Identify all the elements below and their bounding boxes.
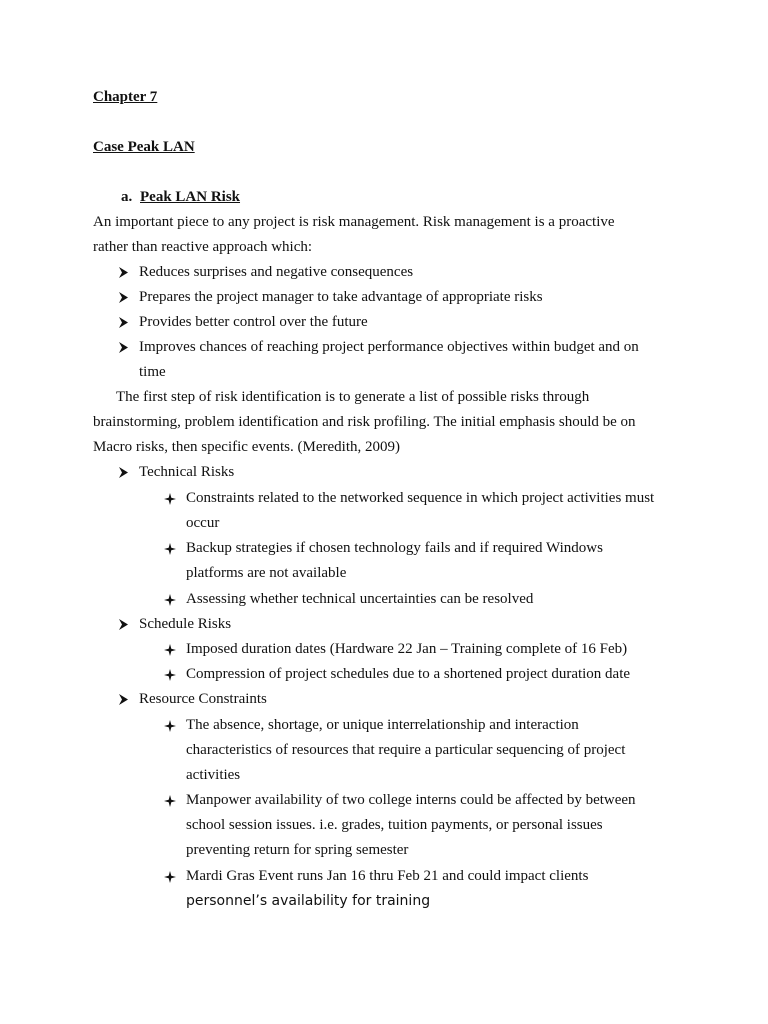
technical-item: Backup strategies if chosen technology fails and if required Windows <box>186 540 603 556</box>
chapter-heading: Chapter 7 <box>93 89 158 105</box>
arrow-bullet-icon <box>118 614 132 634</box>
diamond-bullet-icon <box>164 639 178 659</box>
benefit-item: Prepares the project manager to take advantage of appropriate risks <box>139 289 543 305</box>
section-title: Peak LAN Risk <box>140 189 241 205</box>
technical-item-continuation: platforms are not available <box>186 565 347 581</box>
diamond-bullet-icon <box>164 664 178 684</box>
resource-item-continuation: characteristics of resources that require a particular sequencing of project <box>186 742 626 758</box>
paragraph-line-2: brainstorming, problem identification and risk profiling. The initial emphasis should be on <box>93 414 636 430</box>
resource-item: The absence, shortage, or unique interrelationship and interaction <box>186 717 579 733</box>
diamond-bullet-icon <box>164 589 178 609</box>
technical-item-continuation: occur <box>186 515 220 531</box>
arrow-bullet-icon <box>118 262 132 282</box>
technical-item: Assessing whether technical uncertainties can be resolved <box>186 591 534 607</box>
benefit-item: Improves chances of reaching project performance objectives within budget and on <box>139 339 639 355</box>
diamond-bullet-icon <box>164 538 178 558</box>
schedule-item: Imposed duration dates (Hardware 22 Jan – Training complete of 16 Feb) <box>186 641 628 657</box>
benefit-continuation: time <box>139 364 166 380</box>
intro-line-2: rather than reactive approach which: <box>93 239 313 255</box>
arrow-bullet-icon <box>118 337 132 357</box>
arrow-bullet-icon <box>118 287 132 307</box>
benefit-item: Reduces surprises and negative consequences <box>139 264 414 280</box>
resource-item: Mardi Gras Event runs Jan 16 thru Feb 21 and could impact clients <box>186 868 589 884</box>
diamond-bullet-icon <box>164 488 178 508</box>
diamond-bullet-icon <box>164 866 178 886</box>
resource-item-continuation: school session issues. i.e. grades, tuition payments, or personal issues <box>186 817 603 833</box>
intro-line-1: An important piece to any project is risk management. Risk management is a proactive <box>93 214 615 230</box>
resource-item-continuation: preventing return for spring semester <box>186 842 409 858</box>
schedule-item: Compression of project schedules due to a shortened project duration date <box>186 666 631 682</box>
benefit-item: Provides better control over the future <box>139 314 368 330</box>
diamond-bullet-icon <box>164 715 178 735</box>
arrow-bullet-icon <box>118 462 132 482</box>
resource-item-continuation: personnel’s availability for training <box>186 893 431 909</box>
technical-risks-title: Technical Risks <box>139 464 235 480</box>
resource-item: Manpower availability of two college interns could be affected by between <box>186 792 636 808</box>
paragraph-line-1: The first step of risk identification is to generate a list of possible risks through <box>116 389 590 405</box>
resource-item-continuation: activities <box>186 767 241 783</box>
arrow-bullet-icon <box>118 689 132 709</box>
resource-constraints-title: Resource Constraints <box>139 691 267 707</box>
section-marker: a. <box>121 189 133 205</box>
arrow-bullet-icon <box>118 312 132 332</box>
paragraph-line-3: Macro risks, then specific events. (Meredith, 2009) <box>93 439 400 455</box>
schedule-risks-title: Schedule Risks <box>139 616 232 632</box>
diamond-bullet-icon <box>164 790 178 810</box>
technical-item: Constraints related to the networked sequence in which project activities must <box>186 490 655 506</box>
case-title: Case Peak LAN <box>93 139 195 155</box>
